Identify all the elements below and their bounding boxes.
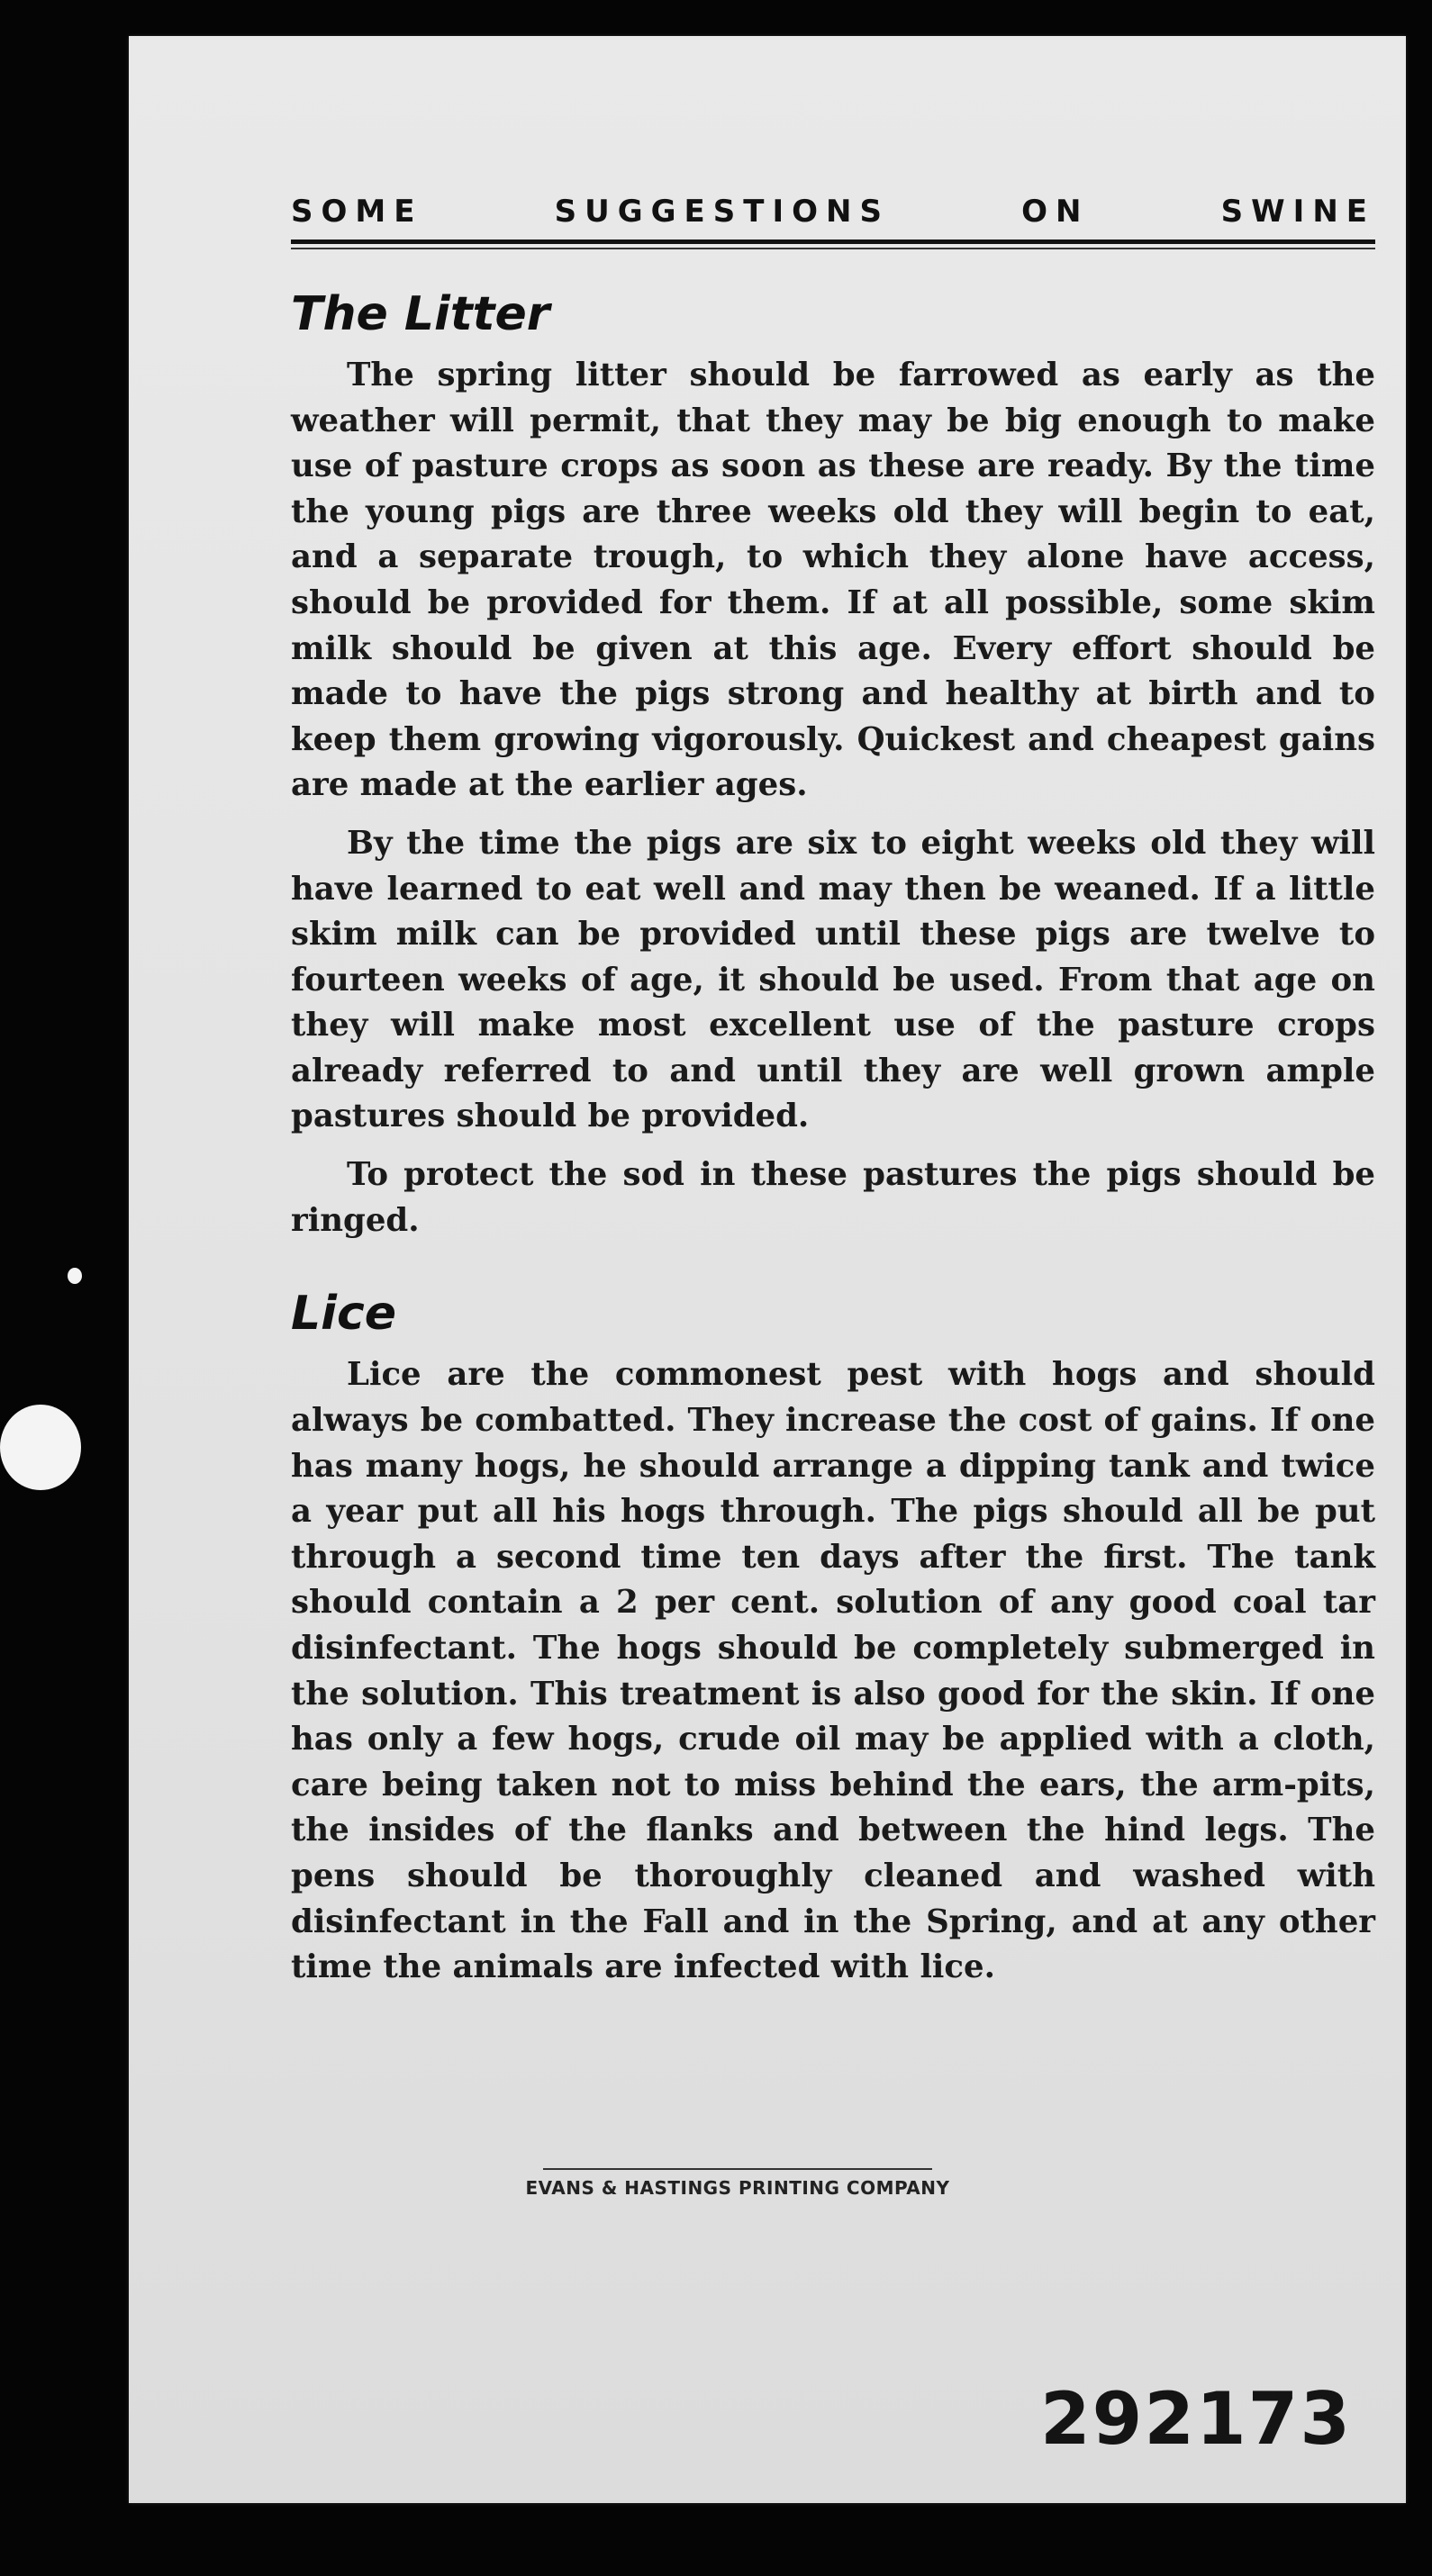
document-page	[129, 36, 1406, 2503]
paragraph: By the time the pigs are six to eight weeks old they will have learned to eat well and may then be weaned. If a little skim milk can be provided until these pigs are twelve to fourteen weeks of age, it should be used. From that age on they will make most excellent use of the pasture crops already referred to and until they are well grown ample pastures should be provided.	[291, 824, 1375, 1135]
paragraph: To protect the sod in these pastures the pigs should be ringed.	[291, 1156, 1375, 1239]
printer-imprint: EVANS & HASTINGS PRINTING COMPANY	[525, 2177, 950, 2199]
page-header: SOME SUGGESTIONS ON SWINE	[291, 194, 1375, 244]
scan-speck	[0, 1405, 81, 1490]
page-content	[291, 194, 1375, 2003]
header-rule	[291, 248, 1375, 249]
footer-rule	[543, 2168, 932, 2170]
section-title-lice: Lice	[291, 1287, 397, 1342]
document-number: 292173	[1040, 2377, 1352, 2461]
section-title-litter: The Litter	[291, 286, 550, 341]
paragraph: Lice are the commonest pest with hogs and should always be combatted. They increase the cost of gains. If one has many hogs, he should arrange a dipping tank and twice a year put all his hogs through. The pigs should all be put through a second time ten days after the first. The tank should contain a 2 per cent. solution of any good coal tar disinfectant. The hogs should be completely submerged in the solution. This treatment is also good for the skin. If one has only a few hogs, crude oil may be applied with a cloth, care being taken not to miss behind the ears, the arm-pits, the insides of the flanks and between the hind legs. The pens should be thoroughly cleaned and washed with disinfectant in the Fall and in the Spring, and at any other time the animals are infected with lice.	[291, 1356, 1375, 1986]
paragraph: The spring litter should be farrowed as early as the weather will permit, that they may be big enough to make use of pasture crops as soon as these are ready. By the time the young pigs are three weeks old they will begin to eat, and a separate trough, to which they alone have access, should be provided for them. If at all possible, some skim milk should be given at this age. Every effort should be made to have the pigs strong and healthy at birth and to keep them growing vigorously. Quickest and cheapest gains are made at the earlier ages.	[291, 356, 1375, 804]
scan-speck	[68, 1268, 82, 1284]
